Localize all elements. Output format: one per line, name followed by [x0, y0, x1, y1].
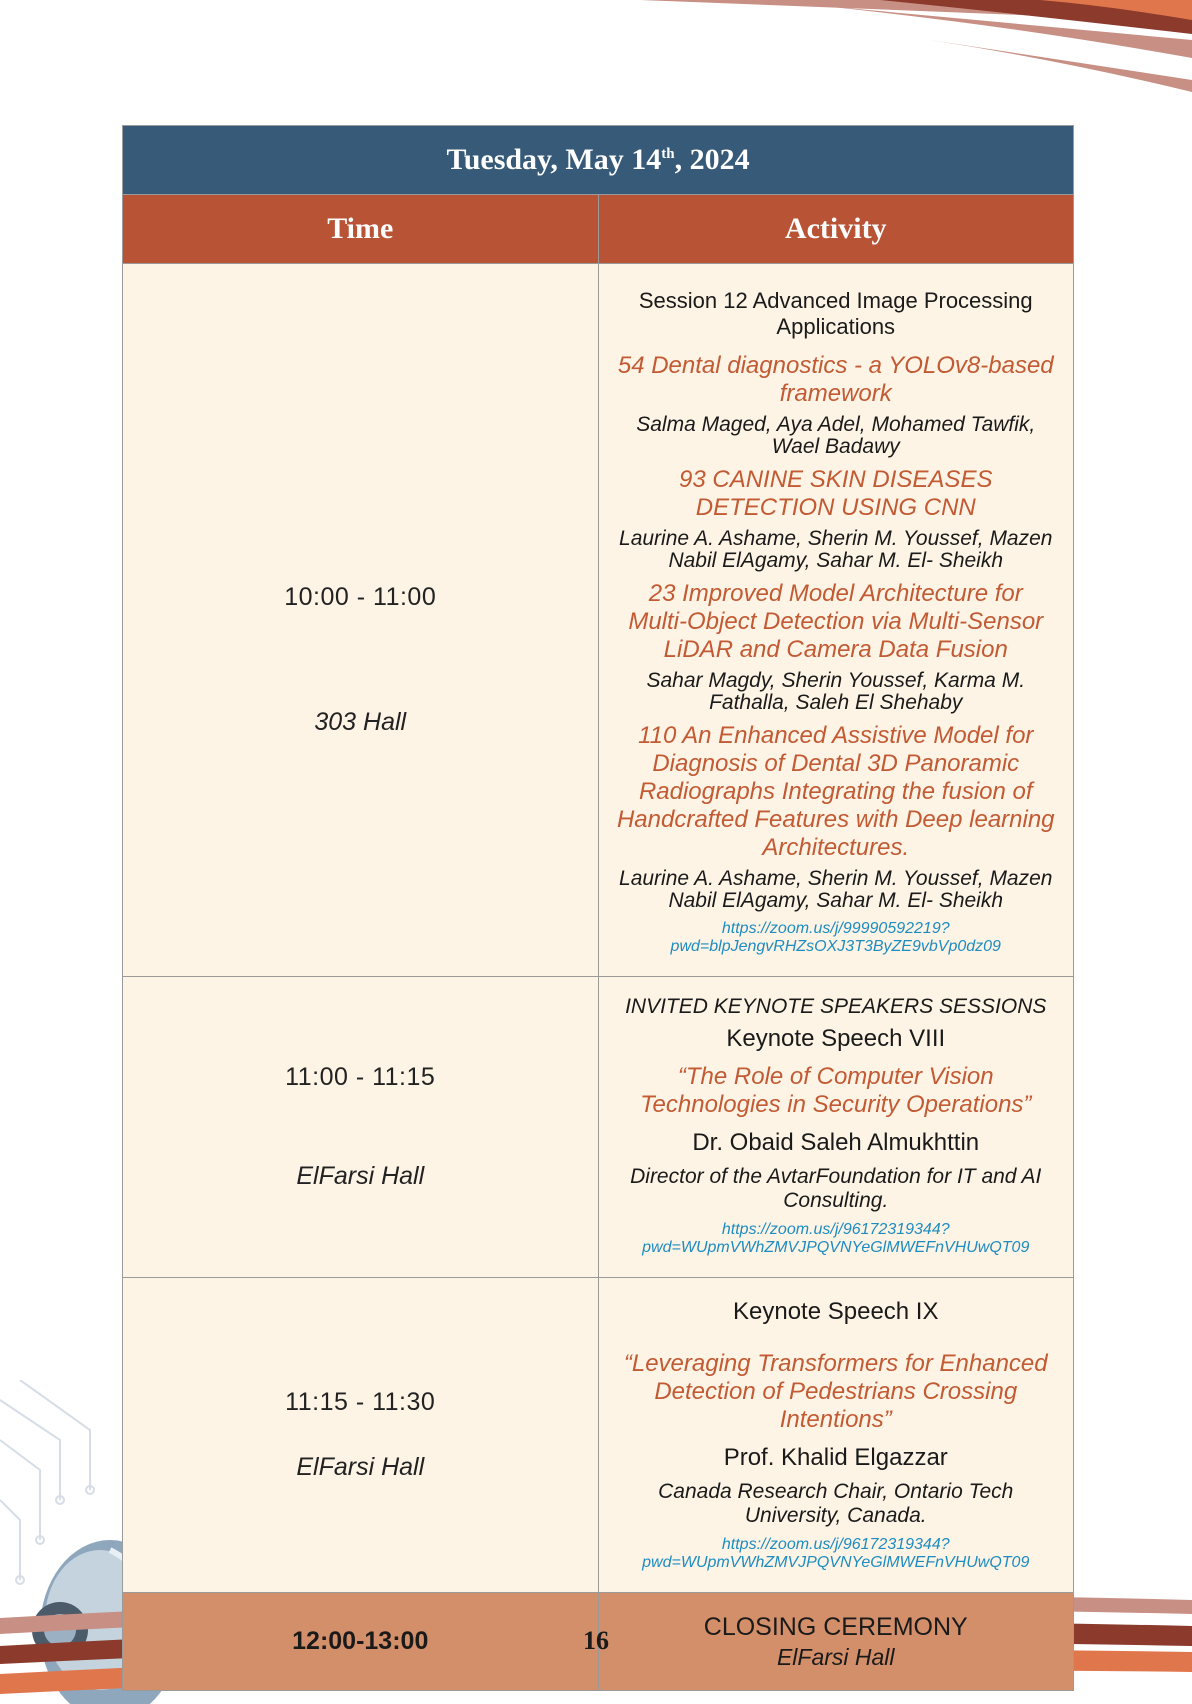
paper-authors: Salma Maged, Aya Adel, Mohamed Tawfik, Wael Badawy [636, 413, 1036, 458]
time-cell [123, 1278, 599, 1593]
closing-time: 12:00-13:00 [123, 1593, 599, 1691]
hall-name: 303 Hall [314, 708, 407, 736]
keynote-session-label: INVITED KEYNOTE SPEAKERS SESSIONS [625, 995, 1047, 1018]
activity-column-header: Activity [598, 195, 1074, 264]
speaker-name: Prof. Khalid Elgazzar [723, 1444, 948, 1471]
speaker-name: Dr. Obaid Saleh Almukhttin [692, 1129, 980, 1156]
paper-authors: Laurine A. Ashame, Sherin M. Youssef, Mazen Nabil ElAgamy, Sahar M. El- Sheikh [619, 527, 1053, 572]
keynote-number: Keynote Speech VIII [726, 1025, 946, 1052]
zoom-link[interactable]: https://zoom.us/j/99990592219?pwd=blpJengvRHZsOXJ3T3ByZE9vbVp0dz09 [670, 920, 1001, 955]
activity-cell [598, 977, 1074, 1278]
day-ordinal: th [661, 146, 675, 162]
zoom-link[interactable]: https://zoom.us/j/96172319344?pwd=WUpmVWhZMVJPQVNYeGlMWEFnVHUwQT09 [642, 1221, 1030, 1256]
session-title: Session 12 Advanced Image Processing Applications [638, 288, 1033, 339]
time-column-header: Time [123, 195, 599, 264]
paper-title: 110 An Enhanced Assistive Model for Diagnosis of Dental 3D Panoramic Radiographs Integrating the fusion of Handcrafted Features with Deep learning Architectures. [616, 722, 1055, 861]
speaker-affiliation: Canada Research Chair, Ontario Tech University, Canada. [658, 1480, 1014, 1527]
closing-hall: ElFarsi Hall [776, 1643, 895, 1670]
keynote-title: “The Role of Computer Vision Technologies in Security Operations” [640, 1063, 1032, 1118]
paper-title: 54 Dental diagnostics - a YOLOv8-based framework [617, 352, 1054, 407]
hall-name: ElFarsi Hall [296, 1162, 425, 1190]
time-cell [123, 264, 599, 977]
time-slot: 10:00 - 11:00 [284, 583, 437, 611]
closing-title: CLOSING CEREMONY [703, 1612, 968, 1641]
paper-title: 93 CANINE SKIN DISEASES DETECTION USING CNN [679, 466, 993, 521]
activity-cell [598, 264, 1074, 977]
schedule-row [123, 1278, 1074, 1593]
keynote-number: Keynote Speech IX [733, 1298, 939, 1325]
paper-authors: Laurine A. Ashame, Sherin M. Youssef, Mazen Nabil ElAgamy, Sahar M. El- Sheikh [619, 867, 1053, 912]
activity-cell [598, 1278, 1074, 1593]
time-slot: 11:15 - 11:30 [285, 1388, 436, 1416]
hall-name: ElFarsi Hall [296, 1453, 425, 1481]
schedule-row [123, 264, 1074, 977]
time-slot: 11:00 - 11:15 [285, 1063, 436, 1091]
schedule-row [123, 977, 1074, 1278]
zoom-link[interactable]: https://zoom.us/j/96172319344?pwd=WUpmVWhZMVJPQVNYeGlMWEFnVHUwQT09 [642, 1536, 1030, 1571]
day-year: , 2024 [674, 143, 750, 176]
page-number: 16 [583, 1626, 609, 1655]
schedule-table [122, 125, 1074, 1691]
day-heading [123, 126, 1074, 195]
time-cell [123, 977, 599, 1278]
speaker-affiliation: Director of the AvtarFoundation for IT and AI Consulting. [630, 1165, 1042, 1212]
paper-title: 23 Improved Model Architecture for Multi-Object Detection via Multi-Sensor LiDAR and Camera Data Fusion [628, 580, 1044, 663]
paper-authors: Sahar Magdy, Sherin Youssef, Karma M. Fathalla, Saleh El Shehaby [646, 669, 1026, 714]
top-decoration [0, 0, 1192, 120]
day-label: Tuesday, May 14 [446, 143, 662, 176]
keynote-title: “Leveraging Transformers for Enhanced Detection of Pedestrians Crossing Intentions” [623, 1350, 1048, 1433]
